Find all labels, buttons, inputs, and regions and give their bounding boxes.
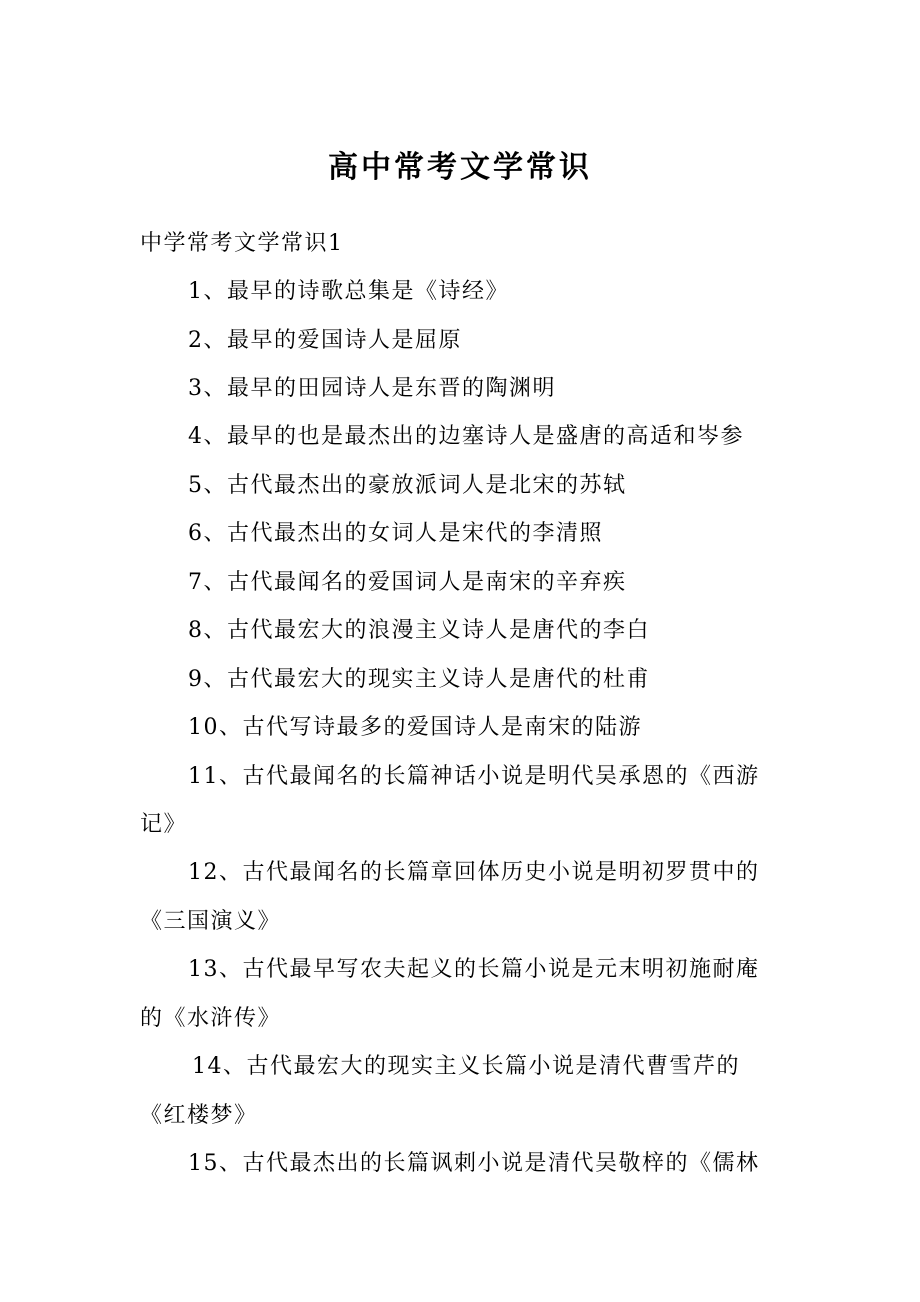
list-item: 10、古代写诗最多的爱国诗人是南宋的陆游 <box>188 715 642 740</box>
list-item: 5、古代最杰出的豪放派词人是北宋的苏轼 <box>188 473 627 498</box>
list-item: 15、古代最杰出的长篇讽刺小说是清代吴敬梓的《儒林 <box>188 1151 760 1176</box>
list-item: 4、最早的也是最杰出的边塞诗人是盛唐的高适和岑参 <box>188 424 744 449</box>
section-heading: 中学常考文学常识1 <box>140 231 344 256</box>
list-item: 14、古代最宏大的现实主义长篇小说是清代曹雪芹的 <box>192 1054 740 1079</box>
list-item-continued: 记》 <box>140 812 188 837</box>
list-item: 3、最早的田园诗人是东晋的陶渊明 <box>188 376 556 401</box>
list-item: 8、古代最宏大的浪漫主义诗人是唐代的李白 <box>188 618 650 643</box>
list-item-continued: 的《水浒传》 <box>140 1006 282 1031</box>
list-item: 6、古代最杰出的女词人是宋代的李清照 <box>188 521 603 546</box>
list-item-continued: 《红楼梦》 <box>140 1103 258 1128</box>
list-item: 11、古代最闻名的长篇神话小说是明代吴承恩的《西游 <box>188 764 760 789</box>
list-item-continued: 《三国演义》 <box>140 909 282 934</box>
list-item: 1、最早的诗歌总集是《诗经》 <box>188 279 509 304</box>
list-item: 12、古代最闻名的长篇章回体历史小说是明初罗贯中的 <box>188 860 760 885</box>
document-title: 高中常考文学常识 <box>328 150 592 185</box>
list-item: 2、最早的爱国诗人是屈原 <box>188 328 462 353</box>
list-item: 13、古代最早写农夫起义的长篇小说是元末明初施耐庵 <box>188 957 760 982</box>
list-item: 7、古代最闻名的爱国词人是南宋的辛弃疾 <box>188 570 627 595</box>
list-item: 9、古代最宏大的现实主义诗人是唐代的杜甫 <box>188 667 650 692</box>
